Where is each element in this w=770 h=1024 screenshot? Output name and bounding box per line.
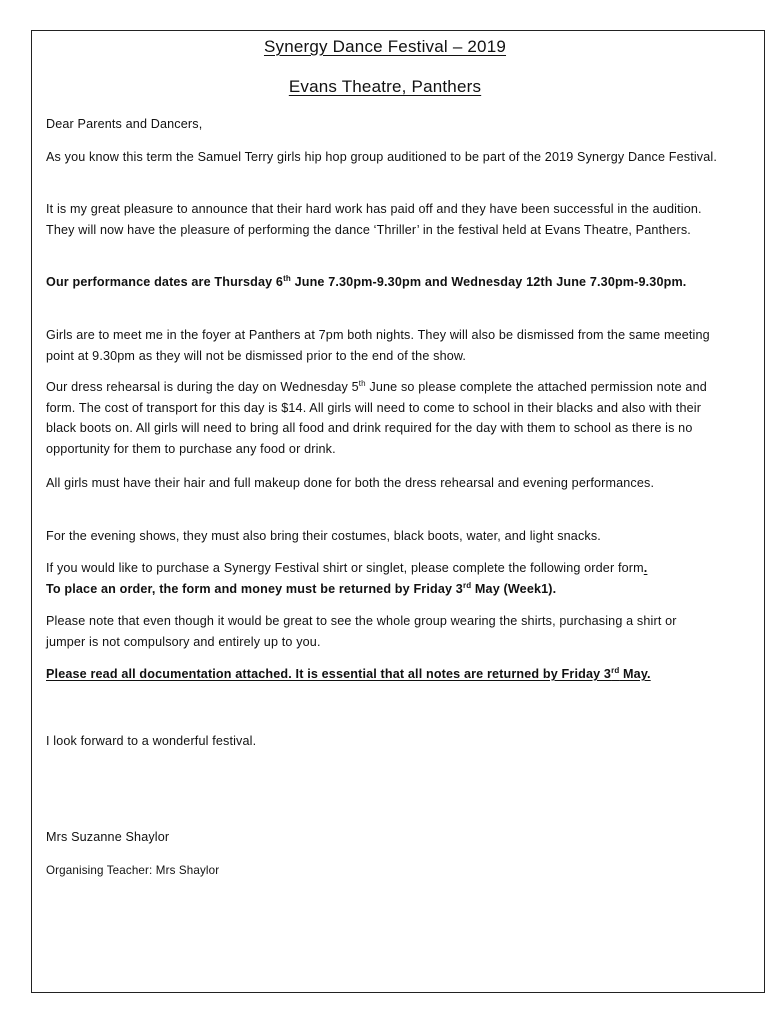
performance-dates-text-b: June 7.30pm-9.30pm and Wednesday 12th June 7.30pm-9.30pm.: [290, 275, 687, 289]
salutation: Dear Parents and Dancers,: [46, 117, 203, 131]
dress-rehearsal-sup: th: [358, 379, 366, 388]
document-title: Synergy Dance Festival – 2019: [263, 37, 507, 56]
documentation-text-b: May.: [619, 667, 651, 681]
page-frame: [31, 30, 765, 993]
order-form-sup: rd: [462, 580, 472, 590]
paragraph-dress-rehearsal: [46, 377, 718, 459]
order-form-text-c: May (Week1).: [471, 581, 557, 596]
documentation-sup: rd: [611, 666, 620, 675]
performance-dates-text-a: Our performance dates are Thursday 6: [46, 275, 284, 289]
order-form-text-b: To place an order, the form and money must be returned by Friday 3: [46, 581, 463, 596]
dress-rehearsal-text-a: Our dress rehearsal is during the day on Wednesday 5: [46, 380, 359, 394]
paragraph-meeting-point: Girls are to meet me in the foyer at Panthers at 7pm both nights. They will also be dismissed from the same meeting point at 9.30pm as they will not be dismissed prior to the end of the show.: [46, 328, 710, 363]
signature-name: Mrs Suzanne Shaylor: [46, 830, 170, 844]
paragraph-hair-makeup: All girls must have their hair and full makeup done for both the dress rehearsal and evening performances.: [46, 476, 655, 490]
closing-line: I look forward to a wonderful festival.: [46, 734, 257, 748]
paragraph-note: Please note that even though it would be great to see the whole group wearing the shirts, purchasing a shirt or jumper is not compulsory and entirely up to you.: [46, 614, 677, 649]
paragraph-announcement: It is my great pleasure to announce that their hard work has paid off and they have been successful in the audition. They will now have the pleasure of performing the dance ‘Thriller’ in the festival held at Evans Theatre, Panthers.: [46, 202, 702, 237]
paragraph-documentation: [46, 664, 718, 685]
order-form-text-a: If you would like to purchase a Synergy Festival shirt or singlet, please complete the following order form: [46, 561, 644, 575]
dress-rehearsal-text-b: June so please complete the attached permission note and form. The cost of transport for this day is $14. All girls will need to come to school in their blacks and also with their black boots on. All girls will need to bring all food and drink required for the day with them to school as there is no opportunity for them to purchase any food or drink.: [46, 380, 707, 456]
paragraph-intro: As you know this term the Samuel Terry girls hip hop group auditioned to be part of the 2019 Synergy Dance Festival.: [46, 150, 718, 164]
paragraph-performance-dates: [46, 272, 718, 293]
signature-role: Organising Teacher: Mrs Shaylor: [46, 864, 220, 877]
paragraph-order-form: [46, 558, 718, 599]
paragraph-evening-shows: For the evening shows, they must also bring their costumes, black boots, water, and light snacks.: [46, 529, 601, 543]
document-subtitle: Evans Theatre, Panthers: [288, 77, 482, 96]
performance-dates-sup: th: [283, 274, 291, 283]
order-form-dot: .: [643, 561, 648, 575]
documentation-text-a: Please read all documentation attached. It is essential that all notes are returned by Friday 3: [46, 667, 612, 681]
